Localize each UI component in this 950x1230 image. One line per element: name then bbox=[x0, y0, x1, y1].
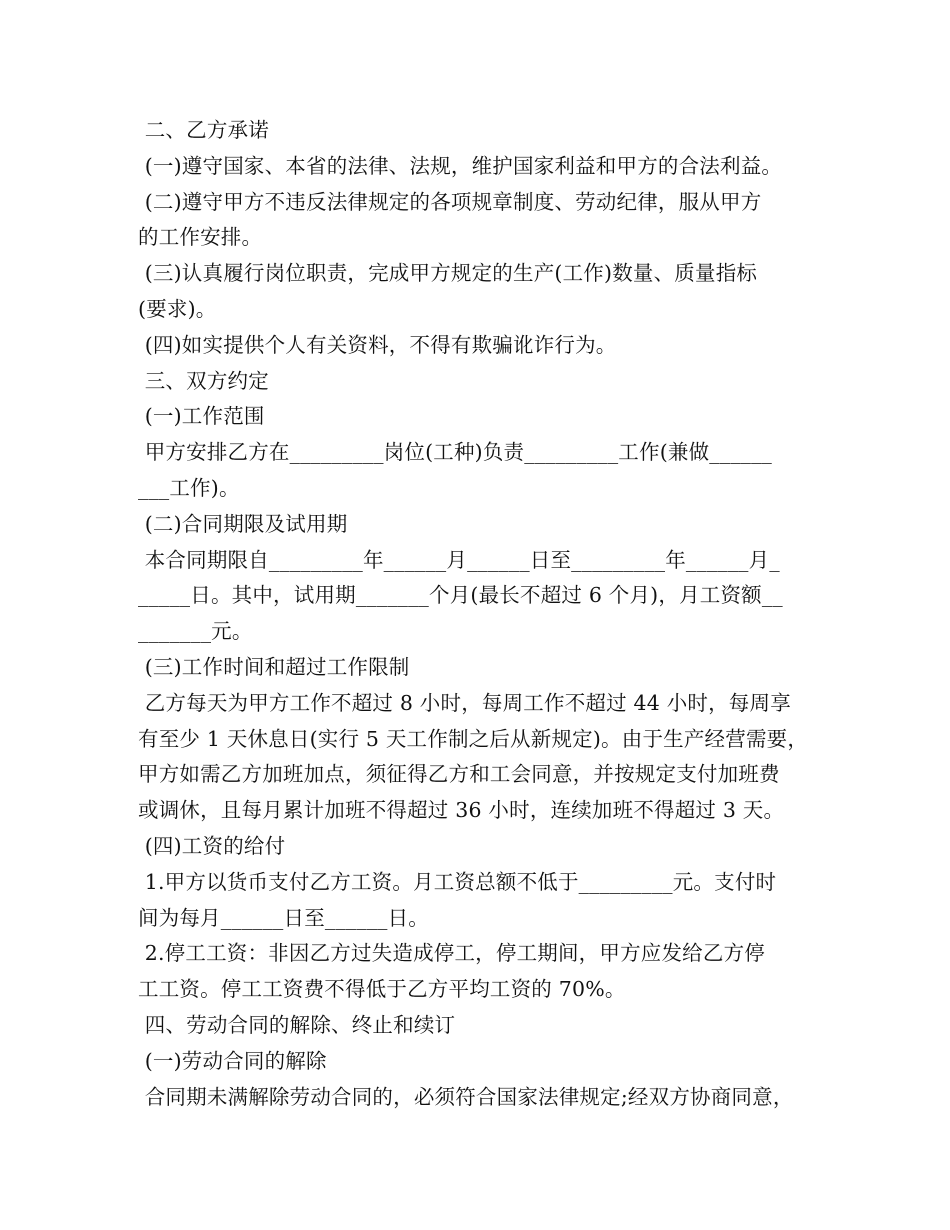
paragraph-line: 的工作安排。 bbox=[138, 225, 263, 250]
paragraph-line: 间为每月______日至______日。 bbox=[138, 905, 429, 930]
paragraph-line: 或调休，且每月累计加班不得超过 36 小时，连续加班不得超过 3 天。 bbox=[138, 798, 785, 823]
paragraph-line: (四)如实提供个人有关资料，不得有欺骗讹诈行为。 bbox=[138, 332, 617, 357]
paragraph-line: 甲方安排乙方在_________岗位(工种)负责_________工作(兼做______ bbox=[138, 440, 773, 465]
paragraph-line: 1.甲方以货币支付乙方工资。月工资总额不低于_________元。支付时 bbox=[138, 869, 777, 894]
subsection-heading: (三)工作时间和超过工作限制 bbox=[138, 654, 410, 679]
paragraph-line: _______元。 bbox=[138, 619, 253, 644]
paragraph-line: 工工资。停工工资费不得低于乙方平均工资的 70%。 bbox=[138, 977, 626, 1002]
section-heading: 二、乙方承诺 bbox=[138, 118, 269, 142]
document-body bbox=[138, 113, 818, 1115]
paragraph-line: 本合同期限自_________年______月______日至_________年______月_ bbox=[138, 547, 780, 572]
paragraph-line: 合同期未满解除劳动合同的，必须符合国家法律规定;经双方协商同意， bbox=[138, 1084, 794, 1109]
subsection-heading: (二)合同期限及试用期 bbox=[138, 511, 348, 536]
section-heading: 四、劳动合同的解除、终止和续订 bbox=[138, 1012, 456, 1037]
paragraph-line: (要求)。 bbox=[138, 296, 217, 321]
section-heading: 三、双方约定 bbox=[138, 368, 269, 393]
subsection-heading: (四)工资的给付 bbox=[138, 833, 286, 858]
paragraph-line: (一)遵守国家、本省的法律、法规，维护国家利益和甲方的合法利益。 bbox=[138, 153, 783, 178]
paragraph-line: ___工作)。 bbox=[138, 475, 240, 500]
paragraph-line: _____日。其中，试用期_______个月(最长不超过 6 个月)，月工资额__ bbox=[138, 583, 783, 608]
subsection-heading: (一)劳动合同的解除 bbox=[138, 1048, 327, 1073]
paragraph-line: (三)认真履行岗位职责，完成甲方规定的生产(工作)数量、质量指标 bbox=[138, 261, 758, 286]
paragraph-line: 甲方如需乙方加班加点，须征得乙方和工会同意，并按规定支付加班费 bbox=[138, 762, 780, 787]
paragraph-line: 2.停工工资：非因乙方过失造成停工，停工期间，甲方应发给乙方停 bbox=[138, 941, 765, 966]
subsection-heading: (一)工作范围 bbox=[138, 404, 265, 429]
paragraph-line: 乙方每天为甲方工作不超过 8 小时，每周工作不超过 44 小时，每周享 bbox=[138, 690, 791, 715]
paragraph-line: (二)遵守甲方不违反法律规定的各项规章制度、劳动纪律，服从甲方 bbox=[138, 189, 762, 214]
paragraph-line: 有至少 1 天休息日(实行 5 天工作制之后从新规定)。由于生产经营需要， bbox=[138, 726, 809, 751]
